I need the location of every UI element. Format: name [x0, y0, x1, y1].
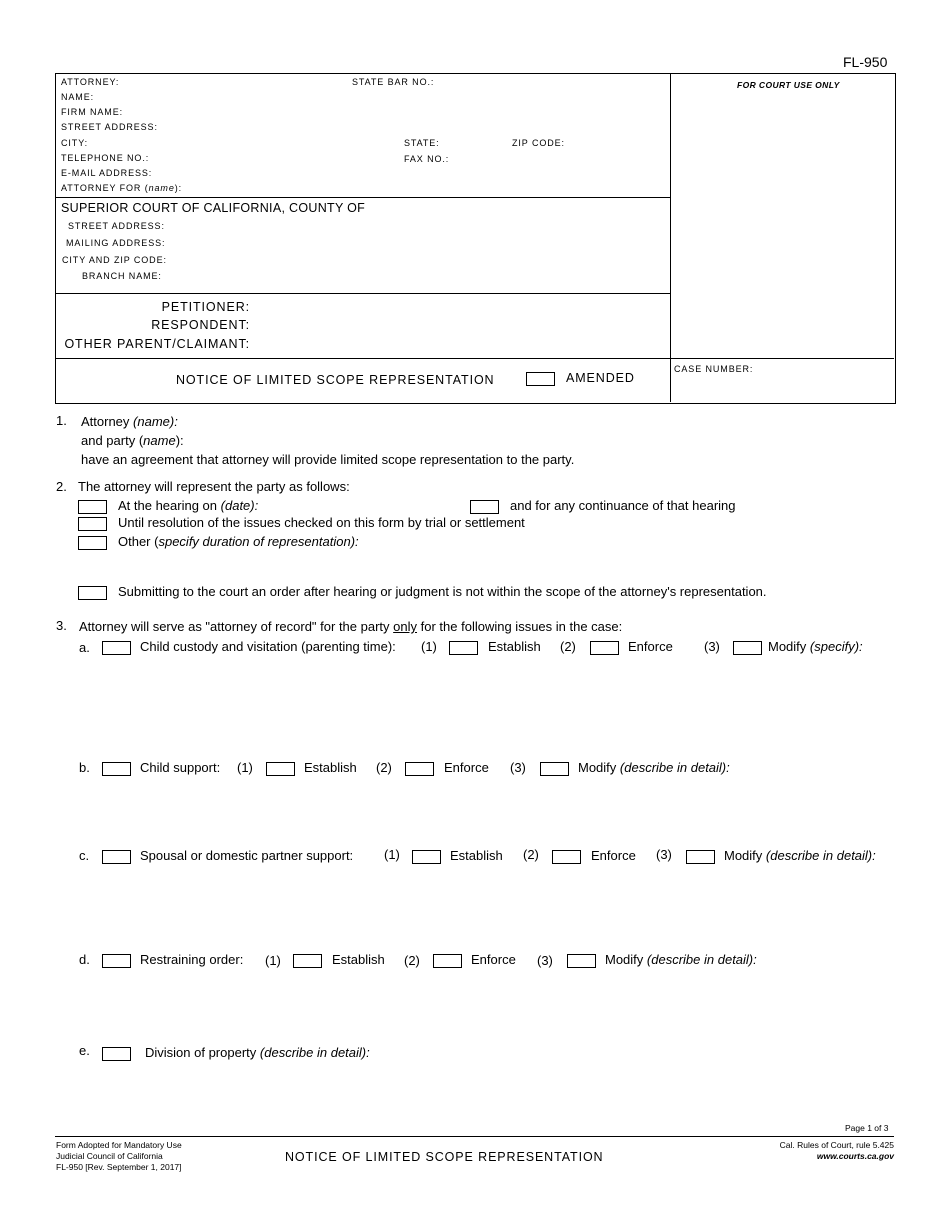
restraining-order-enforce-label: Enforce — [471, 952, 516, 967]
court-street-label: STREET ADDRESS: — [68, 221, 165, 231]
court-city-zip-label: CITY AND ZIP CODE: — [62, 255, 167, 265]
custody-modify-checkbox[interactable] — [733, 641, 762, 655]
spousal-support-establish-label: Establish — [450, 848, 503, 863]
rules-of-court: Cal. Rules of Court, rule 5.425 — [779, 1140, 894, 1150]
restraining-order-enforce-checkbox[interactable] — [433, 954, 462, 968]
petitioner-label: PETITIONER: — [161, 300, 250, 314]
spousal-support-enforce-label: Enforce — [591, 848, 636, 863]
street-address-label: STREET ADDRESS: — [61, 122, 158, 132]
item-1-agreement: have an agreement that attorney will provide limited scope representation to the party. — [81, 452, 575, 467]
item-3a-letter: a. — [79, 640, 90, 655]
item-3-intro: Attorney will serve as "attorney of record" for the party only for the following issues in the case: — [79, 619, 623, 634]
form-number: FL-950 — [843, 54, 888, 70]
spousal-support-opt2: (2) — [523, 847, 539, 862]
court-use-label: FOR COURT USE ONLY — [737, 80, 840, 90]
custody-modify-label: Modify (specify): — [768, 639, 863, 654]
judicial-council: Judicial Council of California — [56, 1151, 163, 1161]
title-row-divider — [55, 358, 894, 359]
form-adopted: Form Adopted for Mandatory Use — [56, 1140, 182, 1150]
amended-checkbox[interactable] — [526, 372, 555, 386]
attorney-for-label: ATTORNEY FOR (name): — [61, 183, 183, 193]
spousal-support-modify-label: Modify (describe in detail): — [724, 848, 876, 863]
spousal-support-establish-checkbox[interactable] — [412, 850, 441, 864]
item-3d-letter: d. — [79, 952, 90, 967]
firm-name-label: FIRM NAME: — [61, 107, 123, 117]
spousal-support-checkbox[interactable] — [102, 850, 131, 864]
child-support-checkbox[interactable] — [102, 762, 131, 776]
custody-opt2: (2) — [560, 639, 576, 654]
restraining-order-opt1: (1) — [265, 953, 281, 968]
spousal-support-modify-checkbox[interactable] — [686, 850, 715, 864]
child-support-establish-checkbox[interactable] — [266, 762, 295, 776]
child-support-opt1: (1) — [237, 760, 253, 775]
item-3e-letter: e. — [79, 1043, 90, 1058]
submitting-order-label: Submitting to the court an order after hearing or judgment is not within the scope of the attorney's representation. — [118, 584, 767, 599]
spousal-support-label: Spousal or domestic partner support: — [140, 848, 354, 863]
form-revision: FL-950 [Rev. September 1, 2017] — [56, 1162, 182, 1172]
other-duration-checkbox[interactable] — [78, 536, 107, 550]
continuance-checkbox[interactable] — [470, 500, 499, 514]
spousal-support-opt3: (3) — [656, 847, 672, 862]
child-support-enforce-label: Enforce — [444, 760, 489, 775]
name-label: NAME: — [61, 92, 95, 102]
state-bar-label: STATE BAR NO.: — [352, 77, 435, 87]
hearing-label: At the hearing on (date): — [118, 498, 259, 513]
resolution-checkbox[interactable] — [78, 517, 107, 531]
restraining-order-opt3: (3) — [537, 953, 553, 968]
notice-title: NOTICE OF LIMITED SCOPE REPRESENTATION — [176, 373, 495, 387]
spousal-support-opt1: (1) — [384, 847, 400, 862]
restraining-order-modify-checkbox[interactable] — [567, 954, 596, 968]
item-1-attorney: Attorney (name): — [81, 414, 178, 429]
footer-rule — [55, 1136, 894, 1137]
zip-code-label: ZIP CODE: — [512, 138, 565, 148]
telephone-label: TELEPHONE NO.: — [61, 153, 150, 163]
court-mailing-label: MAILING ADDRESS: — [66, 238, 166, 248]
child-support-opt3: (3) — [510, 760, 526, 775]
custody-establish-checkbox[interactable] — [449, 641, 478, 655]
item-3b-letter: b. — [79, 760, 90, 775]
custody-enforce-checkbox[interactable] — [590, 641, 619, 655]
page-number: Page 1 of 3 — [845, 1123, 889, 1133]
attorney-section-divider — [55, 197, 670, 198]
submitting-order-checkbox[interactable] — [78, 586, 107, 600]
item-2-number: 2. — [56, 479, 67, 494]
city-label: CITY: — [61, 138, 89, 148]
case-number-label: CASE NUMBER: — [674, 364, 754, 374]
child-support-opt2: (2) — [376, 760, 392, 775]
restraining-order-checkbox[interactable] — [102, 954, 131, 968]
custody-opt1: (1) — [421, 639, 437, 654]
custody-opt3: (3) — [704, 639, 720, 654]
child-support-label: Child support: — [140, 760, 221, 775]
custody-checkbox[interactable] — [102, 641, 131, 655]
item-1-number: 1. — [56, 413, 67, 428]
division-of-property-label: Division of property (describe in detail): — [145, 1045, 370, 1060]
other-parent-label: OTHER PARENT/CLAIMANT: — [64, 337, 250, 351]
item-3-number: 3. — [56, 618, 67, 633]
state-label: STATE: — [404, 138, 440, 148]
attorney-label: ATTORNEY: — [61, 77, 120, 87]
resolution-label: Until resolution of the issues checked on this form by trial or settlement — [118, 515, 525, 530]
amended-label: AMENDED — [566, 371, 635, 385]
caption-divider — [670, 73, 671, 402]
hearing-checkbox[interactable] — [78, 500, 107, 514]
restraining-order-label: Restraining order: — [140, 952, 244, 967]
child-support-modify-label: Modify (describe in detail): — [578, 760, 730, 775]
restraining-order-establish-label: Establish — [332, 952, 385, 967]
division-of-property-checkbox[interactable] — [102, 1047, 131, 1061]
email-label: E-MAIL ADDRESS: — [61, 168, 153, 178]
item-1-party: and party (name): — [81, 433, 184, 448]
custody-establish-label: Establish — [488, 639, 541, 654]
fax-label: FAX NO.: — [404, 154, 450, 164]
continuance-label: and for any continuance of that hearing — [510, 498, 736, 513]
child-support-modify-checkbox[interactable] — [540, 762, 569, 776]
court-title: SUPERIOR COURT OF CALIFORNIA, COUNTY OF — [61, 201, 366, 215]
spousal-support-enforce-checkbox[interactable] — [552, 850, 581, 864]
child-support-establish-label: Establish — [304, 760, 357, 775]
restraining-order-establish-checkbox[interactable] — [293, 954, 322, 968]
restraining-order-opt2: (2) — [404, 953, 420, 968]
courts-website[interactable]: www.courts.ca.gov — [816, 1151, 894, 1161]
footer-title: NOTICE OF LIMITED SCOPE REPRESENTATION — [285, 1150, 604, 1164]
other-duration-label: Other (specify duration of representation): — [118, 534, 359, 549]
respondent-label: RESPONDENT: — [151, 318, 250, 332]
custody-label: Child custody and visitation (parenting time): — [140, 639, 396, 654]
custody-enforce-label: Enforce — [628, 639, 673, 654]
child-support-enforce-checkbox[interactable] — [405, 762, 434, 776]
caption-box — [55, 73, 896, 404]
court-branch-label: BRANCH NAME: — [82, 271, 162, 281]
restraining-order-modify-label: Modify (describe in detail): — [605, 952, 757, 967]
item-2-intro: The attorney will represent the party as follows: — [78, 479, 350, 494]
item-3c-letter: c. — [79, 848, 90, 863]
court-section-divider — [55, 293, 670, 294]
